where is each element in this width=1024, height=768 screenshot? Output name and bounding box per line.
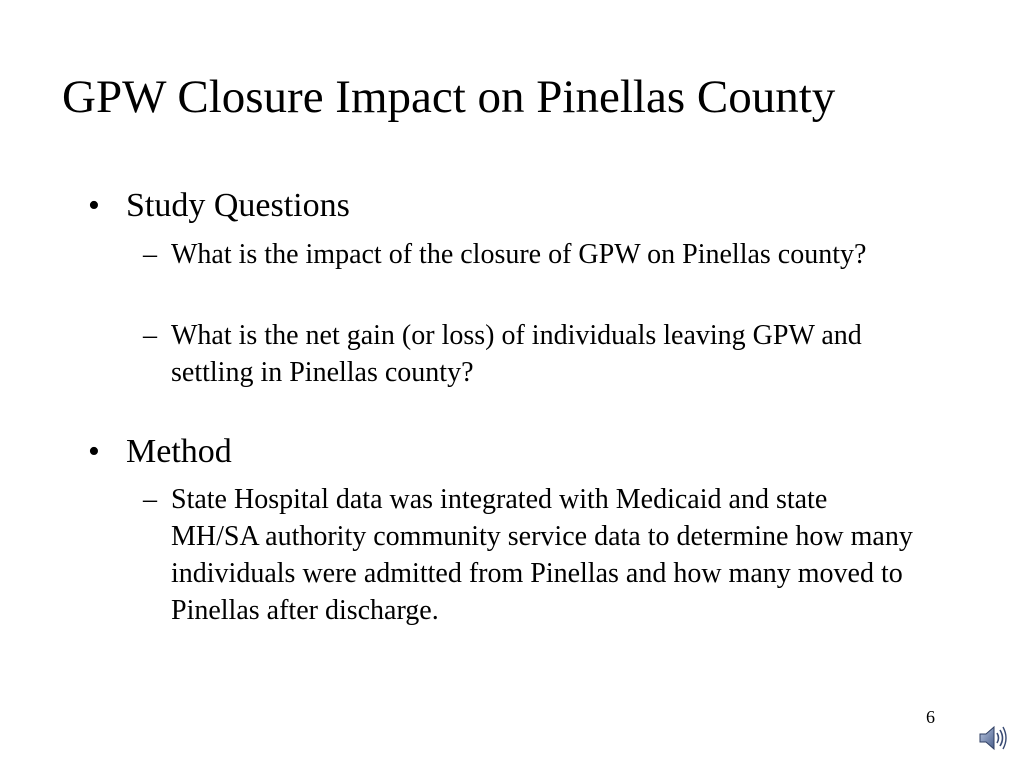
dash-marker: – — [143, 484, 157, 515]
bullet-marker: • — [88, 187, 100, 224]
sub-item-text: State Hospital data was integrated with Medicaid and state MH/SA authority community service data to determine how many individuals were admitted from Pinellas and how many moved to Pinellas after discharge. — [171, 484, 913, 626]
sub-item — [143, 317, 913, 391]
bullet-text: Study Questions — [126, 187, 350, 224]
speaker-icon[interactable] — [976, 722, 1008, 754]
page-number: 6 — [926, 707, 935, 727]
sub-item — [143, 481, 913, 629]
bullet-marker: • — [88, 433, 100, 470]
dash-marker: – — [143, 239, 157, 270]
sub-item — [143, 236, 913, 273]
slide-title: GPW Closure Impact on Pinellas County — [62, 71, 836, 123]
dash-marker: – — [143, 320, 157, 351]
sub-item-text: What is the impact of the closure of GPW on Pinellas county? — [171, 239, 867, 270]
bullet-text: Method — [126, 433, 232, 470]
sub-item-text: What is the net gain (or loss) of individuals leaving GPW and settling in Pinellas county? — [171, 320, 862, 388]
